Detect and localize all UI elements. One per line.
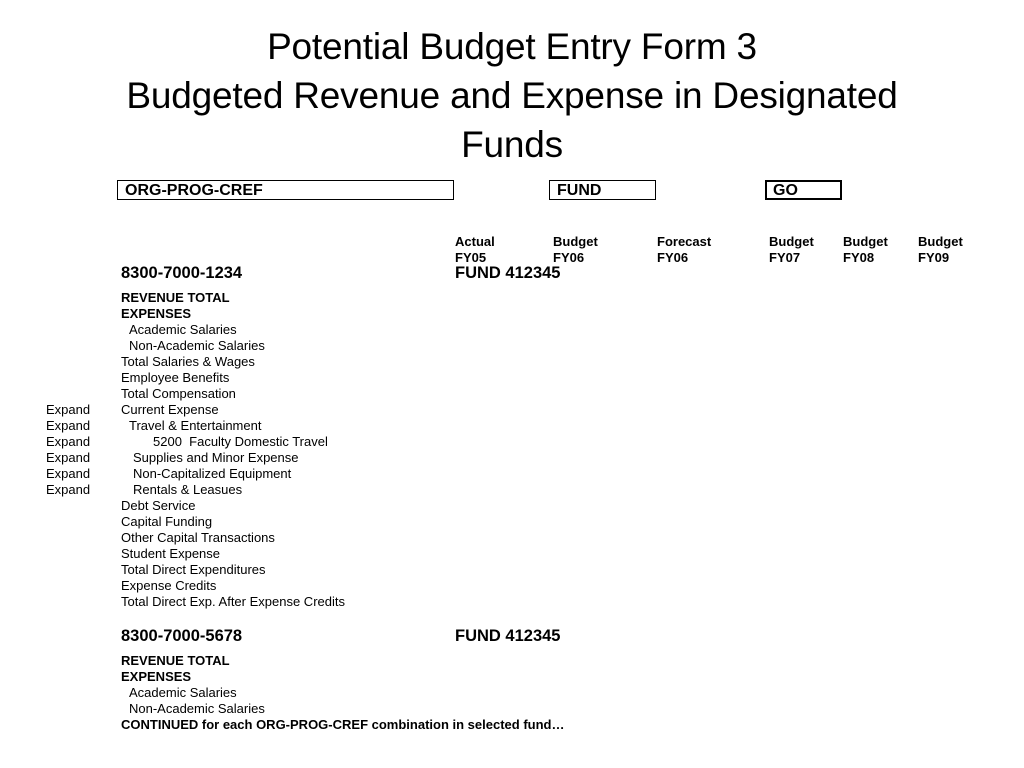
revenue-total-label: REVENUE TOTAL	[121, 290, 230, 305]
column-header-top: Budget	[918, 234, 963, 249]
rentals-leases-label: Rentals & Leasues	[133, 482, 243, 497]
column-header-actual-fy05	[455, 234, 495, 266]
column-header-top: Budget	[769, 234, 814, 249]
go-button[interactable]: GO	[765, 180, 842, 200]
total-salaries-wages-label: Total Salaries & Wages	[121, 354, 255, 369]
fund-code: FUND 412345	[455, 627, 561, 645]
org-prog-cref-code: 8300-7000-1234	[121, 264, 243, 282]
debt-service-label: Debt Service	[121, 498, 196, 513]
page-title	[0, 22, 1024, 169]
total-compensation-label: Total Compensation	[121, 386, 236, 401]
employee-benefits-label: Employee Benefits	[121, 370, 230, 385]
faculty-domestic-travel-label: 5200 Faculty Domestic Travel	[153, 434, 328, 449]
expand-supplies-minor-expense-button[interactable]: Expand	[46, 450, 91, 465]
expand-rentals-leases-button[interactable]: Expand	[46, 482, 91, 497]
non-capitalized-equipment-label: Non-Capitalized Equipment	[133, 466, 292, 481]
total-direct-expenditures-label: Total Direct Expenditures	[121, 562, 266, 577]
column-header-bottom: FY07	[769, 250, 801, 265]
academic-salaries-label: Academic Salaries	[129, 322, 237, 337]
total-direct-exp-after-credits-label: Total Direct Exp. After Expense Credits	[121, 594, 345, 609]
capital-funding-label: Capital Funding	[121, 514, 213, 529]
supplies-minor-expense-label: Supplies and Minor Expense	[133, 450, 299, 465]
title-line-2: Budgeted Revenue and Expense in Designated	[126, 75, 898, 116]
column-header-bottom: FY06	[657, 250, 689, 265]
title-line-3: Funds	[461, 124, 563, 165]
current-expense-label: Current Expense	[121, 402, 219, 417]
academic-salaries-label: Academic Salaries	[129, 685, 237, 700]
continued-note: CONTINUED for each ORG-PROG-CREF combination in selected fund…	[121, 717, 565, 732]
fund-code: FUND 412345	[455, 264, 561, 282]
column-header-top: Budget	[843, 234, 888, 249]
column-header-top: Forecast	[657, 234, 712, 249]
expand-travel-entertainment-button[interactable]: Expand	[46, 418, 91, 433]
revenue-total-label: REVENUE TOTAL	[121, 653, 230, 668]
expense-credits-label: Expense Credits	[121, 578, 217, 593]
org-prog-cref-code: 8300-7000-5678	[121, 627, 243, 645]
non-academic-salaries-label: Non-Academic Salaries	[129, 338, 265, 353]
expenses-label: EXPENSES	[121, 306, 192, 321]
expand-non-capitalized-equipment-button[interactable]: Expand	[46, 466, 91, 481]
non-academic-salaries-label: Non-Academic Salaries	[129, 701, 265, 716]
expand-current-expense-button[interactable]: Expand	[46, 402, 91, 417]
travel-entertainment-label: Travel & Entertainment	[129, 418, 262, 433]
fund-field[interactable]: FUND	[549, 180, 656, 200]
title-line-1: Potential Budget Entry Form 3	[267, 26, 757, 67]
column-header-bottom: FY06	[553, 250, 585, 265]
column-header-budget-fy09	[918, 234, 963, 266]
student-expense-label: Student Expense	[121, 546, 221, 561]
org-prog-cref-field[interactable]: ORG-PROG-CREF	[117, 180, 454, 200]
column-header-forecast-fy06	[657, 234, 711, 266]
expand-faculty-domestic-travel-button[interactable]: Expand	[46, 434, 91, 449]
column-header-top: Actual	[455, 234, 495, 249]
column-header-bottom: FY08	[843, 250, 875, 265]
expenses-label: EXPENSES	[121, 669, 192, 684]
column-header-budget-fy08	[843, 234, 888, 266]
column-header-bottom: FY05	[455, 250, 487, 265]
column-header-budget-fy06	[553, 234, 598, 266]
column-header-bottom: FY09	[918, 250, 950, 265]
column-header-budget-fy07	[769, 234, 814, 266]
column-header-top: Budget	[553, 234, 598, 249]
other-capital-transactions-label: Other Capital Transactions	[121, 530, 275, 545]
